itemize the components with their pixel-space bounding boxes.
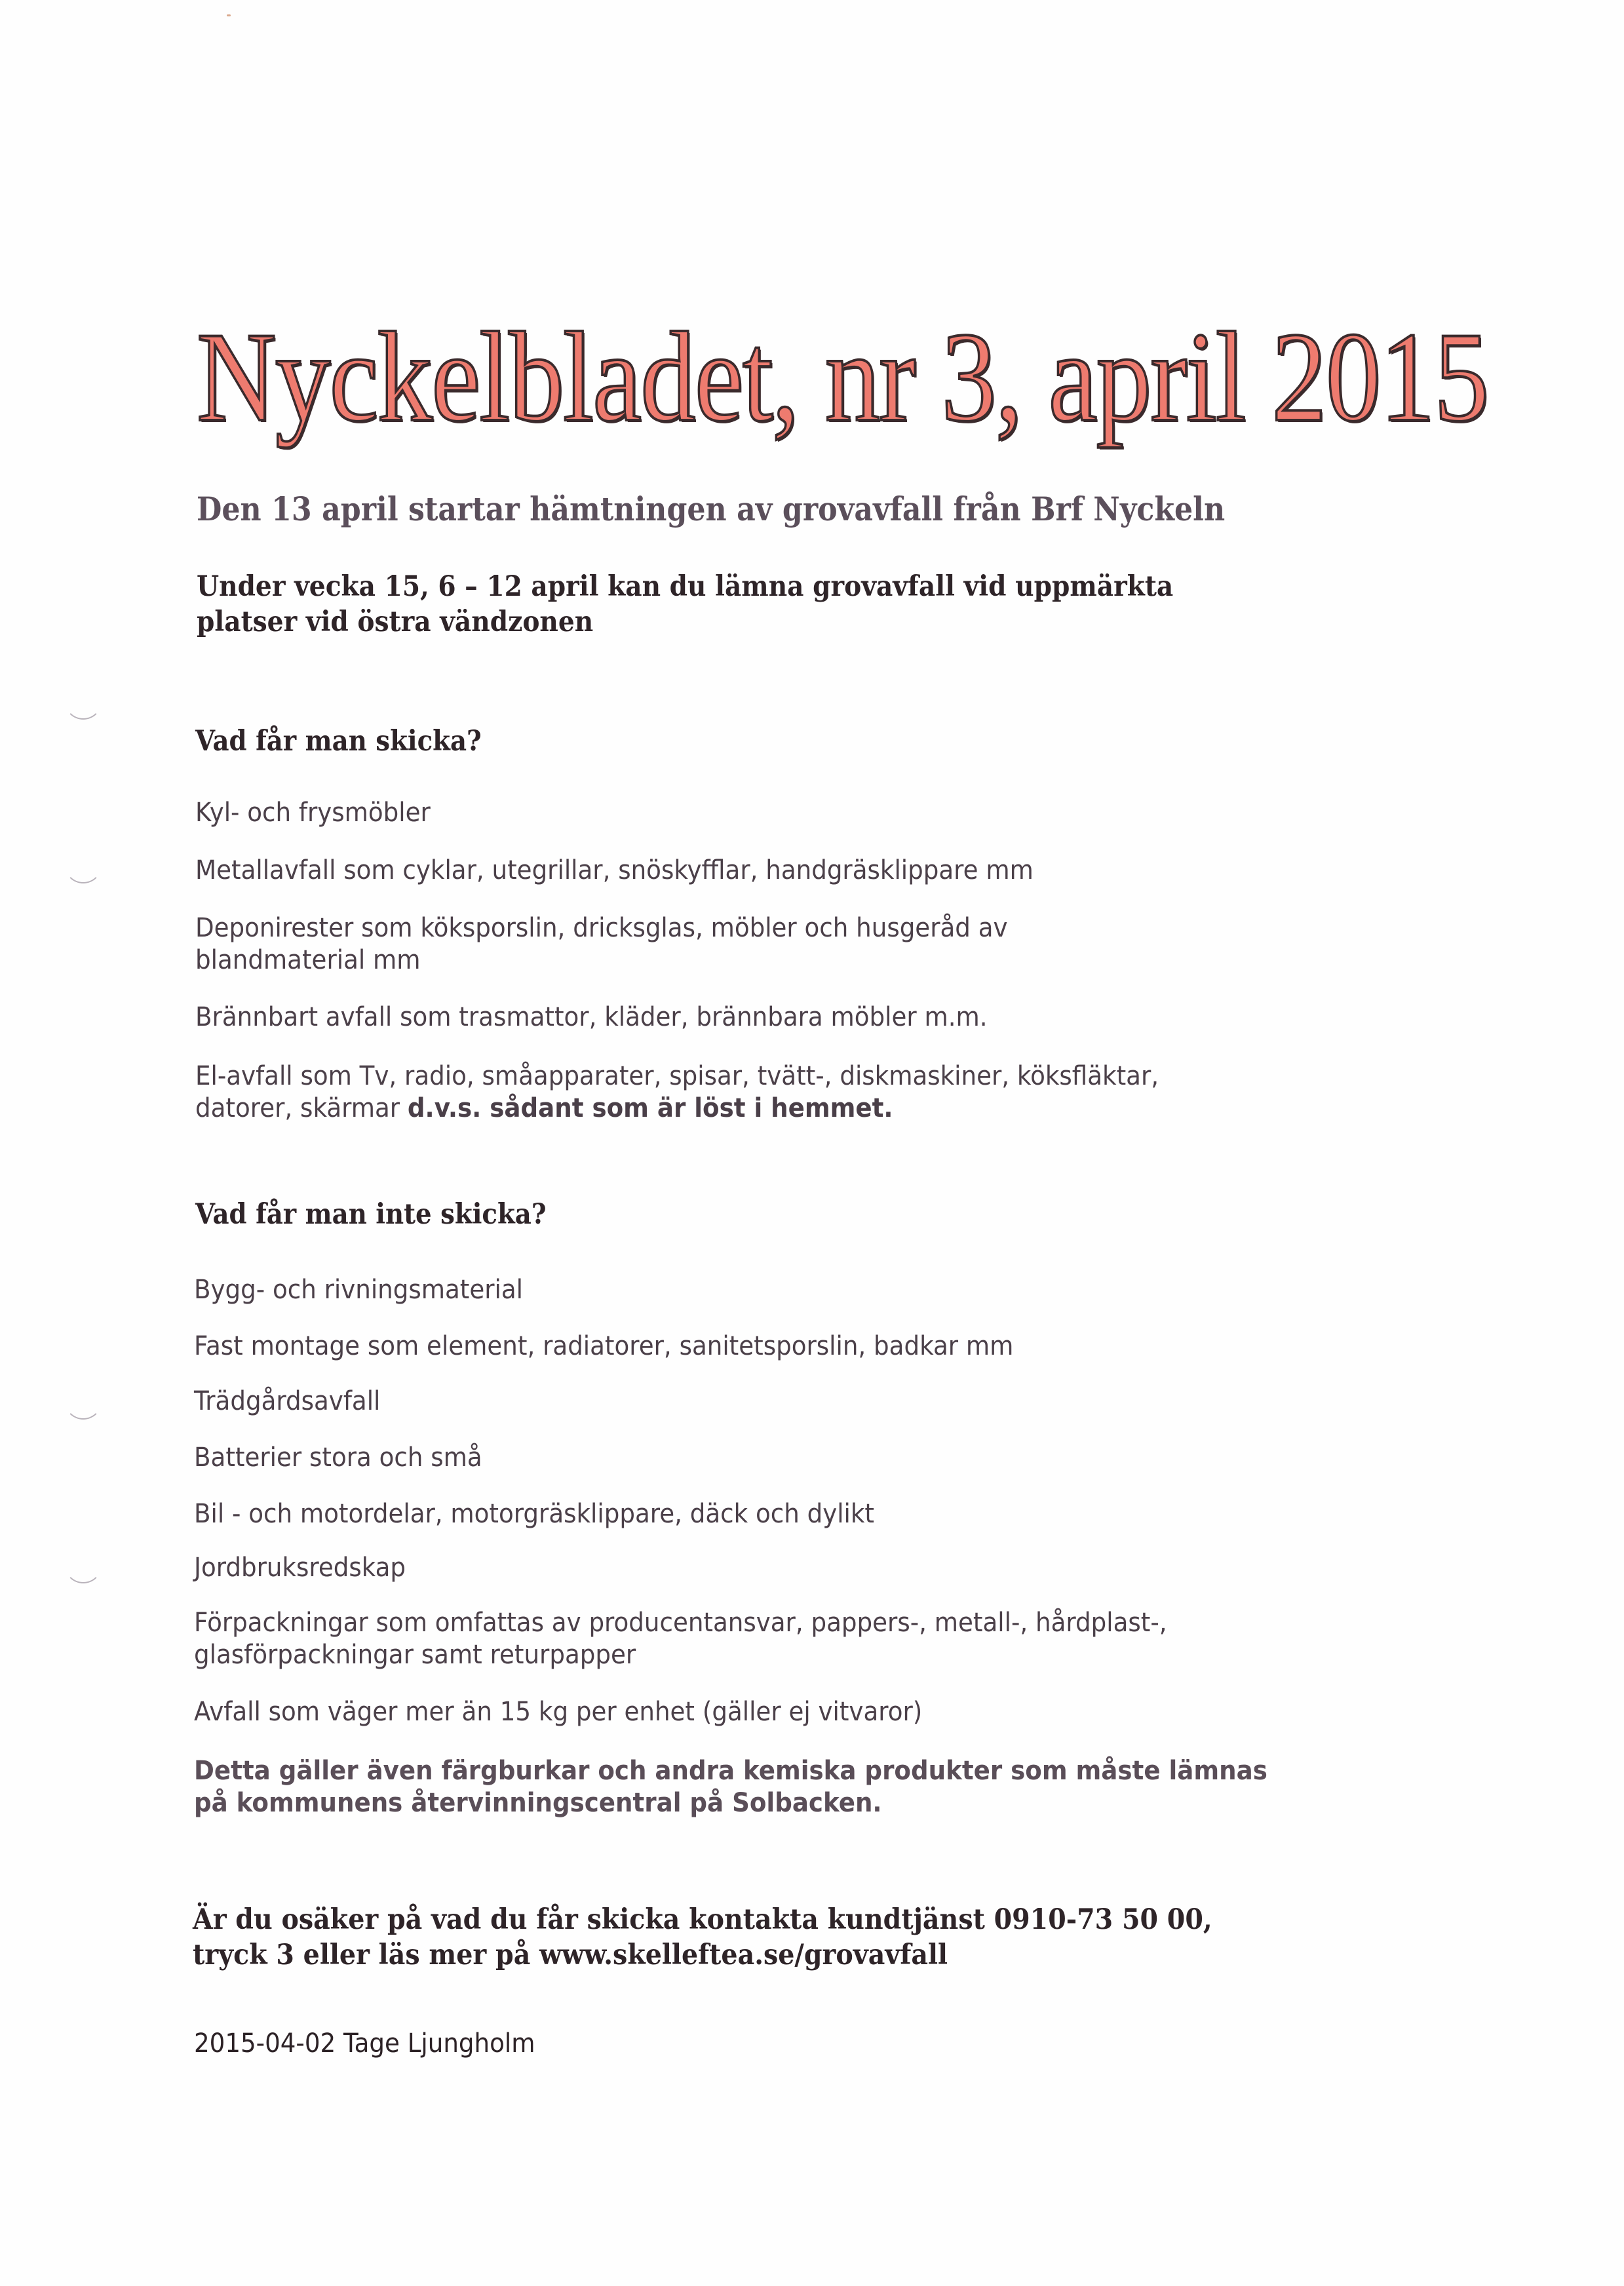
item-line <box>195 1093 1159 1125</box>
allowed-item <box>195 912 1008 977</box>
date-signature: 2015-04-02 Tage Ljungholm <box>194 2028 535 2059</box>
item-line: blandmaterial mm <box>195 945 421 975</box>
hole-punch-mark <box>64 1545 102 1583</box>
not-allowed-item: Jordbruksredskap <box>194 1553 406 1583</box>
contact-paragraph <box>193 1902 1212 1973</box>
lead-paragraph <box>197 569 1173 640</box>
subtitle: Den 13 april startar hämtningen av grovavfall från Brf Nyckeln <box>197 490 1226 528</box>
newsletter-title: Nyckelbladet, nr 3, april 2015 <box>197 306 1488 448</box>
hole-punch-mark <box>64 1382 102 1420</box>
allowed-heading: Vad får man skicka? <box>195 725 482 758</box>
not-allowed-item: Bygg- och rivningsmaterial <box>194 1275 524 1305</box>
notice-line: på kommunens återvinningscentral på Solbacken. <box>194 1788 882 1818</box>
notice-line: Detta gäller även färgburkar och andra kemiska produkter som måste lämnas <box>194 1756 1267 1786</box>
not-allowed-item: Fast montage som element, radiatorer, sanitetsporslin, badkar mm <box>194 1331 1014 1361</box>
not-allowed-item: Trädgårdsavfall <box>194 1386 381 1416</box>
not-allowed-item <box>194 1607 1167 1671</box>
scan-speck <box>227 14 231 16</box>
allowed-item: Brännbart avfall som trasmattor, kläder, brännbara möbler m.m. <box>195 1002 988 1032</box>
item-line: El-avfall som Tv, radio, småapparater, spisar, tvätt-, diskmaskiner, köksfläktar, <box>195 1061 1159 1091</box>
not-allowed-item: Batterier stora och små <box>194 1443 482 1473</box>
allowed-item: Kyl- och frysmöbler <box>195 798 431 828</box>
not-allowed-heading: Vad får man inte skicka? <box>195 1198 547 1231</box>
lead-line: platser vid östra vändzonen <box>197 606 594 638</box>
contact-line: tryck 3 eller läs mer på www.skelleftea.se/grovavfall <box>193 1939 948 1971</box>
contact-line: Är du osäker på vad du får skicka kontakta kundtjänst 0910-73 50 00, <box>193 1903 1212 1936</box>
item-text: datorer, skärmar <box>195 1093 408 1123</box>
not-allowed-item: Avfall som väger mer än 15 kg per enhet (gäller ej vitvaror) <box>194 1697 923 1727</box>
hole-punch-mark <box>64 845 102 883</box>
not-allowed-item: Bil - och motordelar, motorgräsklippare, däck och dylikt <box>194 1499 875 1529</box>
allowed-item <box>195 1060 1159 1125</box>
lead-line: Under vecka 15, 6 – 12 april kan du lämna grovavfall vid uppmärkta <box>197 570 1174 603</box>
emphasis-text: d.v.s. sådant som är löst i hemmet. <box>407 1093 893 1123</box>
chemical-notice <box>194 1755 1267 1819</box>
item-line: glasförpackningar samt returpapper <box>194 1640 636 1670</box>
item-line: Deponirester som köksporslin, dricksglas, möbler och husgeråd av <box>195 913 1008 943</box>
hole-punch-mark <box>64 682 102 720</box>
item-line: Förpackningar som omfattas av producentansvar, pappers-, metall-, hårdplast-, <box>194 1608 1167 1638</box>
allowed-item: Metallavfall som cyklar, utegrillar, snöskyfflar, handgräsklippare mm <box>195 855 1034 885</box>
